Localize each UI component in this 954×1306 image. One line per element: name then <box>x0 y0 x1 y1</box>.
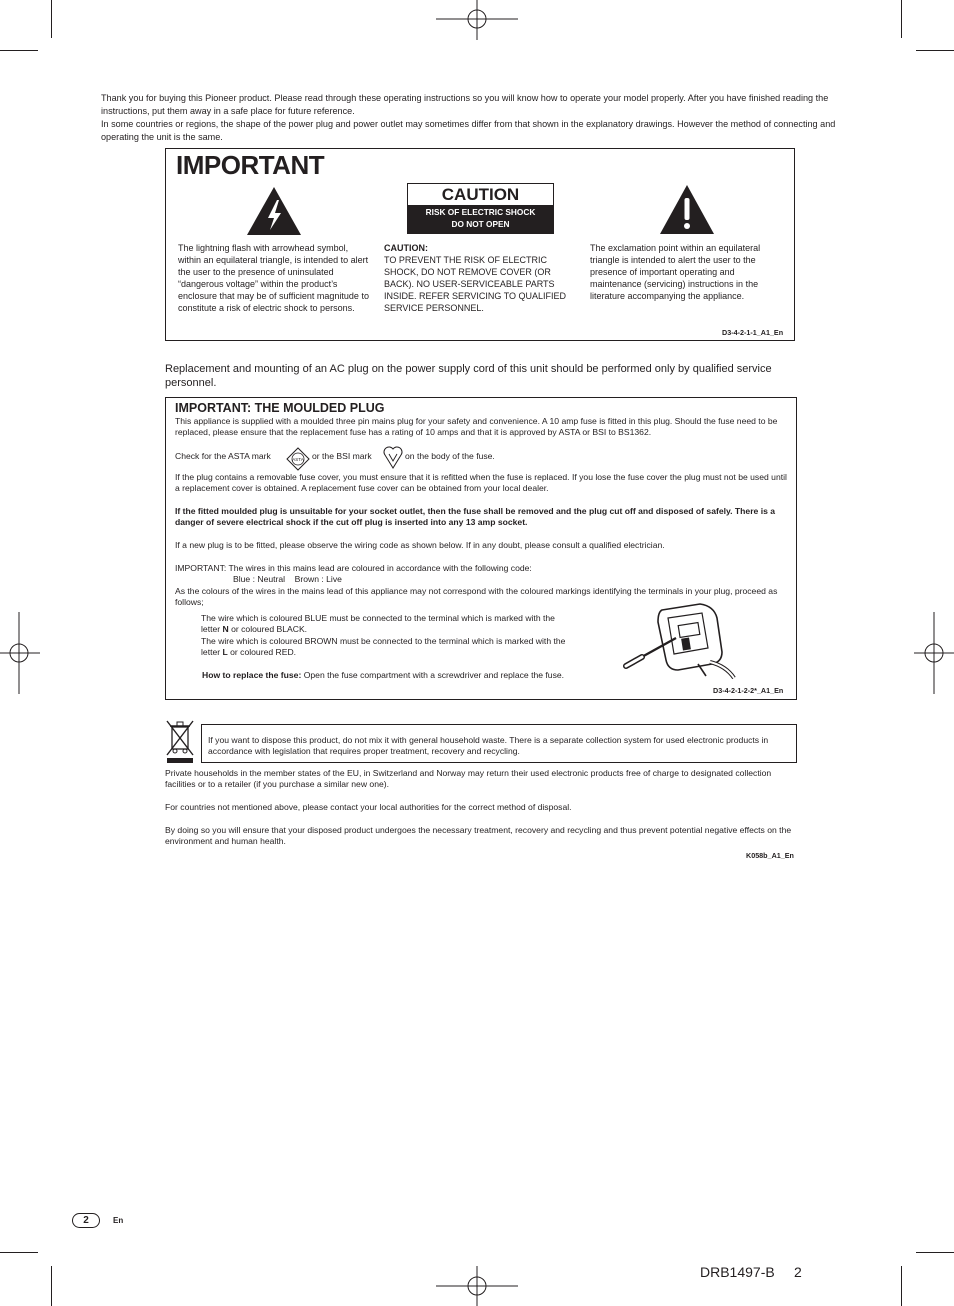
svg-text:ASTA: ASTA <box>292 457 304 462</box>
brown-wire-line <box>201 647 631 658</box>
wires-paragraph: As the colours of the wires in the mains lead of this appliance may not correspond with the coloured markings identifying the terminals in your plug, proceed as follows; <box>175 586 778 608</box>
caution-description <box>384 242 578 314</box>
fuse-instruction <box>202 670 632 681</box>
intro-paragraph: In some countries or regions, the shape of the power plug and power outlet may sometimes differ from that shown in the explanatory drawings. However the method of connecting and operating the unit is the same. <box>101 119 836 142</box>
registration-mark-icon <box>436 1266 518 1306</box>
moulded-plug-title: IMPORTANT: THE MOULDED PLUG <box>175 401 385 415</box>
blue-wire-letter: N <box>222 624 229 635</box>
fuse-text: Open the fuse compartment with a screwdriver and replace the fuse. <box>303 670 565 680</box>
page-number-badge: 2 <box>72 1213 100 1228</box>
registration-mark-icon <box>0 612 40 694</box>
caution-band-line: DO NOT OPEN <box>451 218 510 229</box>
lightning-triangle-icon <box>246 186 302 236</box>
caution-heading: CAUTION: <box>384 243 428 253</box>
fuse-label: How to replace the fuse: <box>202 670 302 680</box>
bsi-kitemark-icon <box>383 445 403 469</box>
exclamation-triangle-icon <box>659 184 715 235</box>
weee-paragraph: For countries not mentioned above, please contact your local authorities for the correct method of disposal. <box>165 802 572 812</box>
blue-wire-line: The wire which is coloured BLUE must be connected to the terminal which is marked with the <box>201 613 555 623</box>
plug-paragraph: This appliance is supplied with a moulded three pin mains plug for your safety and convenience. A 10 amp fuse is fitted in this plug. Should the fuse need to be replaced, please ensure that the replacement fuse has a rating of 10 amps and that it is approved by ASTA or BSI to BS1362. <box>175 416 778 438</box>
doc-code: K058b_A1_En <box>746 851 794 860</box>
doc-code: D3-4-2-1-2-2*_A1_En <box>713 686 784 695</box>
brown-wire-letter-label: letter <box>201 646 221 657</box>
registration-mark-icon <box>436 0 518 40</box>
check-bsi-text: or the BSI mark <box>312 451 372 461</box>
exclamation-description: The exclamation point within an equilateral triangle is intended to alert the user to the presence of important operating and maintenance (servicing) instructions in the literature accompanying the appliance. <box>590 243 761 301</box>
important-title: IMPORTANT <box>176 150 325 180</box>
crop-mark <box>0 1252 38 1253</box>
doc-page-footer: 2 <box>794 1264 802 1280</box>
replacement-notice: Replacement and mounting of an AC plug on the power supply cord of this unit should be performed only by qualified service personnel. <box>165 363 772 389</box>
language-label: En <box>113 1216 124 1225</box>
plug-paragraph: If the plug contains a removable fuse cover, you must ensure that it is refitted when the fuse is replaced. If you lose the fuse cover the plug must not be used until a replacement cover is obtained. A replacement fuse cover can be obtained from your local dealer. <box>175 472 787 494</box>
caution-label: CAUTION <box>441 185 520 204</box>
weee-box-text: If you want to dispose this product, do not mix it with general household waste. There is a separate collection system for used electronic products in accordance with legislation that requires proper treatment, recovery and recycling. <box>208 735 769 757</box>
blue-wire-line <box>201 624 631 635</box>
weee-paragraph: By doing so you will ensure that your disposed product undergoes the necessary treatment, recovery and recycling and thus prevent potential negative effects on the environment and human health. <box>165 825 792 847</box>
brown-wire-line: The wire which is coloured BROWN must be connected to the terminal which is marked with the <box>201 635 566 646</box>
crossed-bin-icon <box>165 719 195 765</box>
crop-mark <box>916 1252 954 1253</box>
check-body-text: on the body of the fuse. <box>405 451 495 461</box>
plug-warning: If the fitted moulded plug is unsuitable for your socket outlet, then the fuse shall be removed and the plug cut off and disposed of safely. There is a danger of severe electrical shock if the cut off plug is inserted into any 13 amp socket. <box>175 506 776 528</box>
blue-wire-text <box>201 613 631 658</box>
crop-mark <box>51 1266 52 1306</box>
wires-code: Blue : Neutral Brown : Live <box>233 574 342 584</box>
crop-mark <box>51 0 52 38</box>
plug-screwdriver-illustration <box>622 600 744 682</box>
lightning-description: The lightning flash with arrowhead symbol, within an equilateral triangle, is intended to alert the user to the presence of uninsulated “dangerous voltage” within the product’s enclosure that may be of sufficient magnitude to constitute a risk of electric shock to persons. <box>178 243 369 313</box>
doc-code: D3-4-2-1-1_A1_En <box>722 328 784 337</box>
registration-mark-icon <box>914 612 954 694</box>
intro-text <box>101 92 857 144</box>
caution-band <box>408 205 553 233</box>
asta-mark-icon <box>286 447 310 471</box>
check-asta-text: Check for the ASTA mark <box>175 451 271 461</box>
blue-wire-color: or coloured BLACK. <box>231 624 308 635</box>
brown-wire-color: or coloured RED. <box>230 646 297 657</box>
weee-paragraph: Private households in the member states of the EU, in Switzerland and Norway may return their used electronic products free of charge to designated collection facilities or to a retailer (if you purchase a similar new one). <box>165 768 772 790</box>
intro-paragraph: Thank you for buying this Pioneer product. Please read through these operating instructions so you will know how to operate your model properly. After you have finished reading the instructions, put them away in a safe place for future reference. <box>101 93 829 116</box>
wires-intro: IMPORTANT: The wires in this mains lead are coloured in accordance with the following code: <box>175 563 532 573</box>
caution-text: TO PREVENT THE RISK OF ELECTRIC SHOCK, DO NOT REMOVE COVER (OR BACK). NO USER-SERVICEABLE PARTS INSIDE. REFER SERVICING TO QUALIFIED SERVICE PERSONNEL. <box>384 255 567 313</box>
caution-badge <box>407 183 554 234</box>
crop-mark <box>901 1266 902 1306</box>
crop-mark <box>901 0 902 38</box>
caution-band-line: RISK OF ELECTRIC SHOCK <box>425 207 536 217</box>
blue-wire-letter-label: letter <box>201 624 221 635</box>
crop-mark <box>0 50 38 51</box>
doc-code-footer: DRB1497-B <box>700 1264 775 1280</box>
brown-wire-letter: L <box>222 646 228 657</box>
plug-paragraph: If a new plug is to be fitted, please observe the wiring code as shown below. If in any doubt, please consult a qualified electrician. <box>175 540 665 550</box>
crop-mark <box>916 50 954 51</box>
